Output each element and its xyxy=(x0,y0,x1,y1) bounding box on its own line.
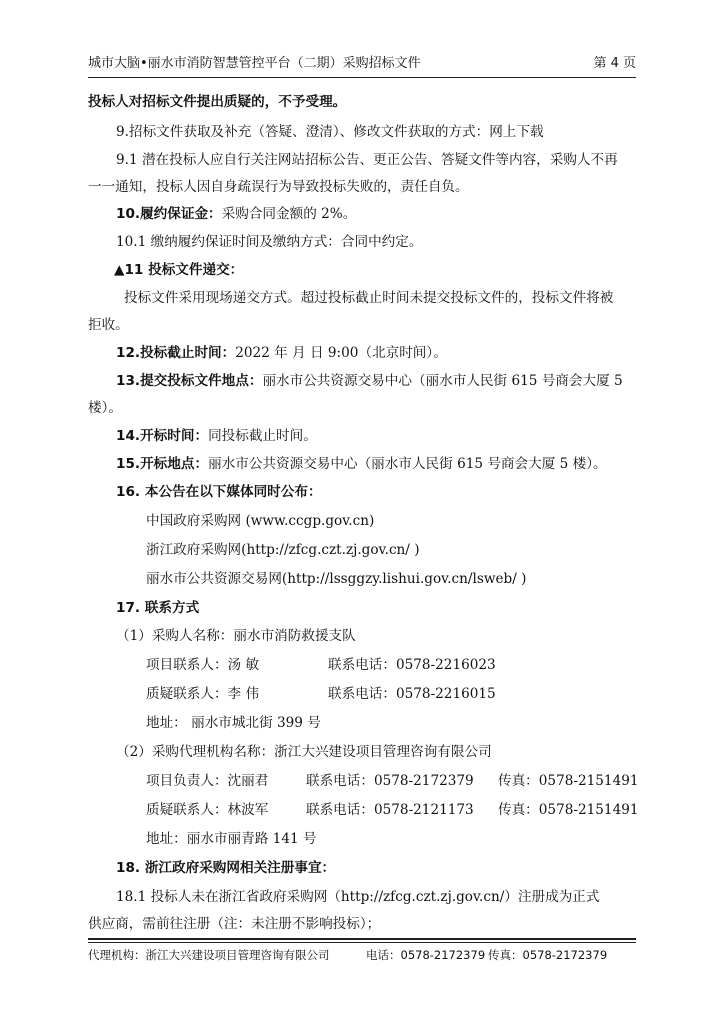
purchaser-project-phone: 联系电话：0578-2216023 xyxy=(328,657,496,673)
section-14-label: 14.开标时间： xyxy=(116,428,209,444)
purchaser-project-contact: 项目联系人：汤 敏 xyxy=(146,657,260,673)
agency-project-phone: 联系电话：0578-2172379 xyxy=(306,773,474,789)
media-item: 浙江政府采购网(http://zfcg.czt.zj.gov.cn/ ) xyxy=(146,542,420,558)
agency-project-lead: 项目负责人：沈丽君 xyxy=(146,773,269,789)
section-12-text: 2022 年 月 日 9:00（北京时间）。 xyxy=(235,345,447,361)
header-page-number: 第 4 页 xyxy=(593,56,636,71)
agency-query-phone: 联系电话：0578-2121173 xyxy=(306,802,474,818)
section-14-text: 同投标截止时间。 xyxy=(208,428,317,444)
section-9: 9.招标文件获取及补充（答疑、澄清）、修改文件获取的方式：网上下载 xyxy=(116,124,544,140)
section-14 xyxy=(116,426,317,446)
section-18-heading: 18. 浙江政府采购网相关注册事宜： xyxy=(116,860,336,876)
purchaser-address: 地址： 丽水市城北街 399 号 xyxy=(146,715,321,731)
section-15-label: 15.开标地点： xyxy=(116,456,209,472)
media-item: 中国政府采购网 (www.ccgp.gov.cn) xyxy=(146,513,375,529)
purchaser-query-contact: 质疑联系人：李 伟 xyxy=(146,686,260,702)
section-12 xyxy=(116,343,447,363)
agency-project-fax: 传真：0578-2151491 xyxy=(498,773,639,789)
agency-query-fax: 传真：0578-2151491 xyxy=(498,802,639,818)
section-12-label: 12.投标截止时间： xyxy=(116,345,236,361)
section-13-line2: 楼）。 xyxy=(88,400,122,416)
section-9-1-line1: 9.1 潜在投标人应自行关注网站招标公告、更正公告、答疑文件等内容，采购人不再 xyxy=(116,152,618,168)
section-18-1-line2: 供应商，需前往注册（注：未注册不影响投标）； xyxy=(88,916,381,932)
section-11-line1: 投标文件采用现场递交方式。超过投标截止时间未提交投标文件的，投标文件将被 xyxy=(124,290,614,306)
agency-name: （2）采购代理机构名称：浙江大兴建设项目管理咨询有限公司 xyxy=(116,744,492,760)
section-13 xyxy=(116,371,623,391)
section-10-text: 采购合同金额的 2%。 xyxy=(221,206,357,222)
agency-query-contact: 质疑联系人：林波军 xyxy=(146,802,269,818)
doubt-statement: 投标人对招标文件提出质疑的，不予受理。 xyxy=(88,94,347,110)
section-11-heading: ▲11 投标文件递交： xyxy=(114,262,244,278)
footer-agency: 代理机构：浙江大兴建设项目管理咨询有限公司 xyxy=(88,948,330,962)
section-15 xyxy=(116,454,607,474)
section-10-1: 10.1 缴纳履约保证时间及缴纳方式：合同中约定。 xyxy=(116,234,423,250)
media-item: 丽水市公共资源交易网(http://lssggzy.lishui.gov.cn/lsweb/ ) xyxy=(146,571,527,587)
footer-fax: 传真：0578-2172379 xyxy=(488,948,608,962)
section-10 xyxy=(116,204,356,224)
agency-address: 地址：丽水市丽青路 141 号 xyxy=(146,831,317,847)
section-16-heading: 16. 本公告在以下媒体同时公布： xyxy=(116,484,322,500)
purchaser-query-phone: 联系电话：0578-2216015 xyxy=(328,686,496,702)
section-13-text: 丽水市公共资源交易中心（丽水市人民街 615 号商会大厦 5 xyxy=(262,373,623,389)
page-header xyxy=(88,55,636,73)
footer-divider-thin xyxy=(88,942,636,943)
section-17-heading: 17. 联系方式 xyxy=(116,600,200,616)
header-divider xyxy=(88,77,636,78)
section-11-line2: 拒收。 xyxy=(88,317,129,333)
footer-phone: 电话：0578-2172379 xyxy=(366,948,486,962)
footer-divider-thick xyxy=(88,938,636,940)
section-9-1-line2: 一一通知，投标人因自身疏误行为导致投标失败的，责任自负。 xyxy=(88,179,469,195)
section-10-label: 10.履约保证金： xyxy=(116,206,222,222)
purchaser-name: （1）采购人名称：丽水市消防救援支队 xyxy=(116,628,356,644)
section-15-text: 丽水市公共资源交易中心（丽水市人民街 615 号商会大厦 5 楼）。 xyxy=(208,456,607,472)
page-footer xyxy=(88,946,636,964)
header-title: 城市大脑•丽水市消防智慧管控平台（二期）采购招标文件 xyxy=(88,56,421,71)
section-18-1-line1: 18.1 投标人未在浙江省政府采购网（http://zfcg.czt.zj.gov.cn/）注册成为正式 xyxy=(116,889,600,905)
section-13-label: 13.提交投标文件地点： xyxy=(116,373,263,389)
